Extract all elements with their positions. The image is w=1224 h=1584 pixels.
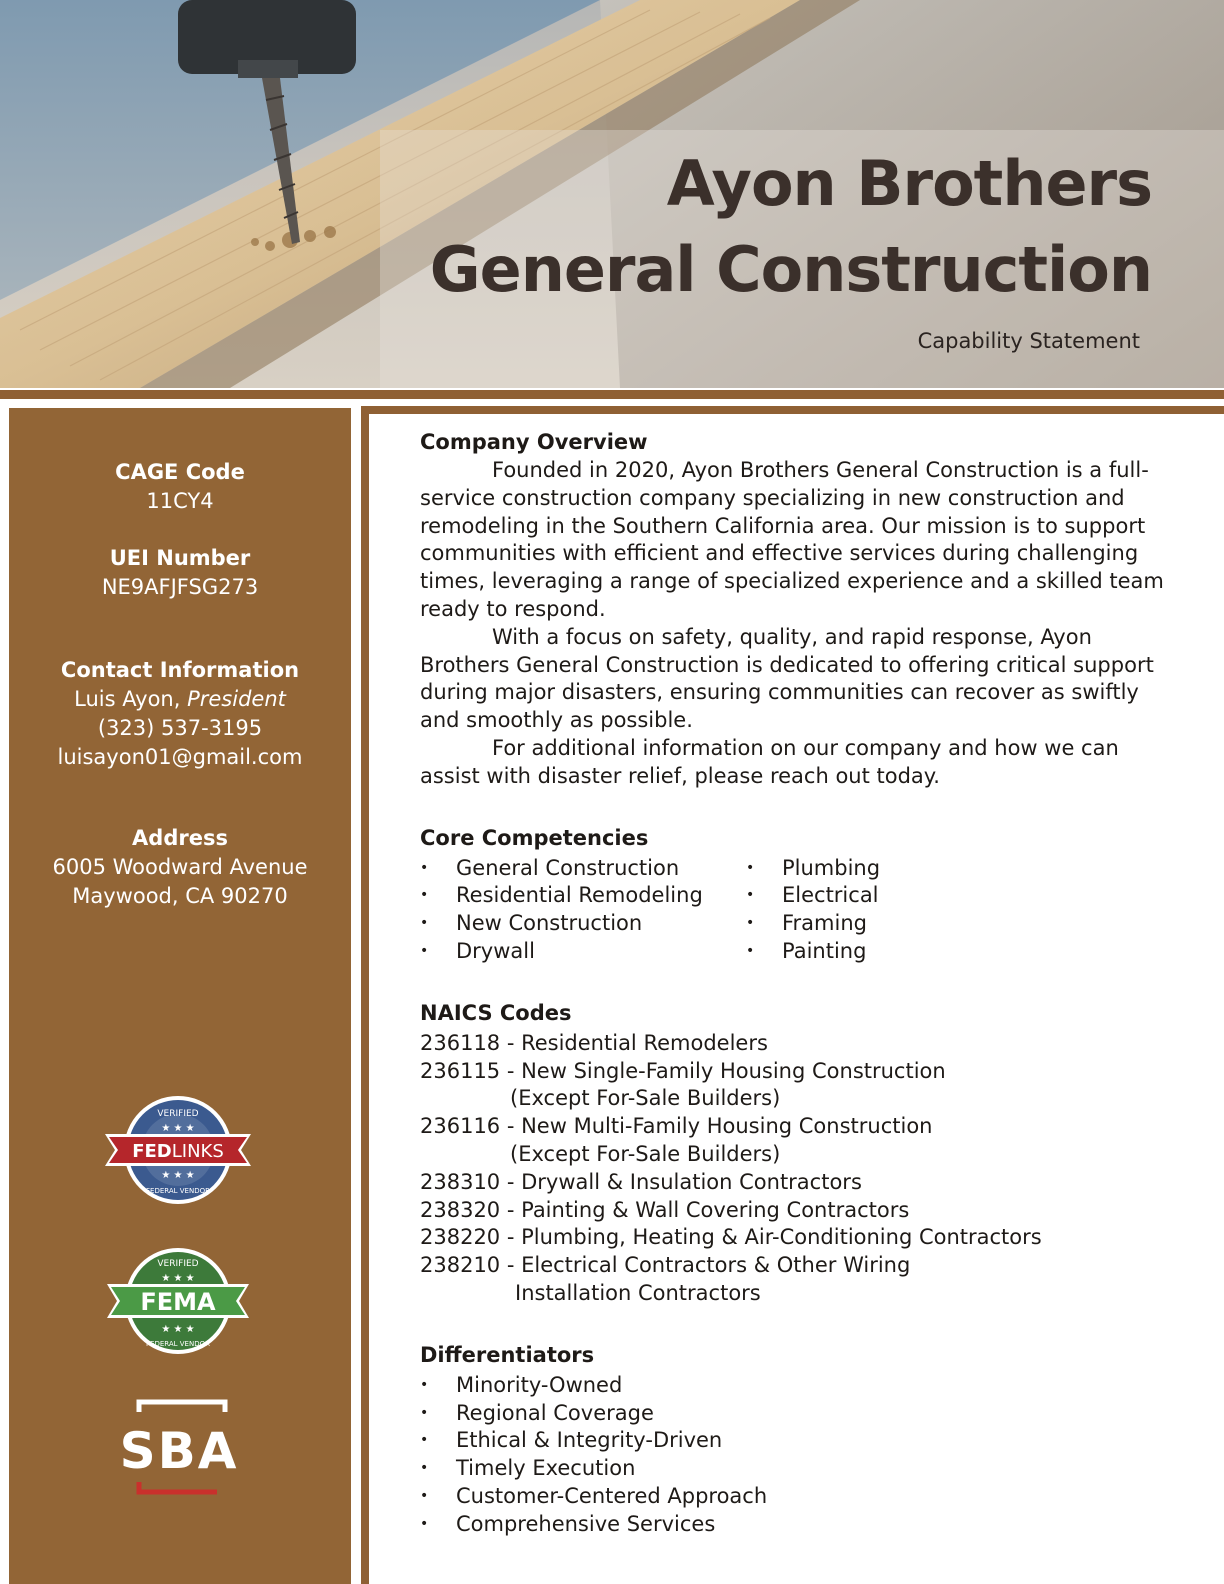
list-item: • Ethical & Integrity-Driven — [420, 1427, 1180, 1455]
main-content — [420, 425, 1180, 1539]
naics-line: 236118 - Residential Remodelers — [420, 1030, 768, 1055]
differentiators-heading: Differentiators — [420, 1342, 595, 1367]
document-subtitle: Capability Statement — [917, 329, 1140, 353]
fedlinks-stars-top-icon: ★ ★ ★ — [161, 1123, 195, 1134]
uei-value: NE9AFJFSG273 — [101, 575, 259, 599]
header-photo — [0, 0, 1224, 388]
list-item: • Minority-Owned — [420, 1372, 1180, 1400]
contact-email[interactable]: luisayon01@gmail.com — [57, 745, 303, 769]
header-rule — [0, 390, 1224, 399]
main-top-rule — [361, 406, 1224, 414]
naics-line: 238320 - Painting & Wall Covering Contractors — [420, 1197, 910, 1222]
address-label: Address — [132, 826, 228, 850]
naics-code-item — [420, 1252, 1180, 1308]
overview-paragraph-1: Founded in 2020, Ayon Brothers General Construction is a full-service construction company specializing in new construction and remodeling in the Southern California area. Our mission is to support communities with efficient and effective services during challenging times, leveraging a range of specialized experience and a skilled team ready to respond. — [420, 458, 1164, 621]
core-competencies-heading: Core Competencies — [420, 825, 649, 850]
naics-code-item — [420, 1197, 1180, 1225]
fedlinks-name-bold: FED — [132, 1141, 172, 1162]
cage-value: 11CY4 — [146, 489, 214, 513]
uei-label: UEI Number — [109, 546, 251, 570]
address-block — [9, 824, 351, 911]
naics-heading: NAICS Codes — [420, 1000, 572, 1025]
competencies-list-1 — [420, 855, 746, 966]
contact-title: President — [187, 687, 286, 711]
contact-name-line — [9, 685, 351, 714]
fedlinks-name-light: LINKS — [171, 1141, 224, 1162]
contact-label: Contact Information — [60, 658, 300, 682]
cage-block — [9, 458, 351, 516]
fema-name: FEMA — [140, 1288, 216, 1316]
fema-bottom-text: FEDERAL VENDOR — [146, 1340, 210, 1348]
sidebar-divider — [355, 408, 359, 1584]
fema-stars-bottom-icon: ★ ★ ★ — [161, 1324, 195, 1335]
cage-label: CAGE Code — [115, 460, 245, 484]
overview-paragraph-3: For additional information on our company and how we can assist with disaster relief, please reach out today. — [420, 735, 1119, 788]
competencies-list-2 — [746, 855, 880, 966]
address-line1: 6005 Woodward Avenue — [52, 855, 308, 879]
naics-line: 236115 - New Single-Family Housing Construction — [420, 1058, 946, 1083]
contact-block — [9, 656, 351, 772]
overview-paragraph-2: With a focus on safety, quality, and rapid response, Ayon Brothers General Construction is dedicated to offering critical support during major disasters, ensuring communities can recover as swiftly and smoothly as possible. — [420, 624, 1154, 733]
differentiators-list — [420, 1372, 1180, 1539]
list-item: • Residential Remodeling — [420, 882, 746, 910]
naics-line: 238210 - Electrical Contractors & Other Wiring — [420, 1253, 911, 1278]
sba-logo-text: SBA — [119, 1422, 239, 1480]
naics-list — [420, 1030, 1180, 1308]
contact-phone[interactable]: (323) 537-3195 — [97, 716, 263, 740]
naics-line-continued: Installation Contractors — [515, 1280, 761, 1305]
fedlinks-bottom-text: FEDERAL VENDOR — [146, 1187, 210, 1195]
list-item: • Regional Coverage — [420, 1400, 1180, 1428]
naics-line: 238310 - Drywall & Insulation Contractors — [420, 1169, 862, 1194]
address-line2: Maywood, CA 90270 — [72, 884, 288, 908]
fedlinks-badge-logo — [103, 1094, 253, 1206]
sba-logo — [117, 1398, 243, 1498]
company-name-line2: General Construction — [429, 233, 1152, 306]
fedlinks-top-text: VERIFIED — [157, 1109, 199, 1119]
list-item: • Painting — [746, 938, 880, 966]
main-left-rule — [361, 408, 369, 1584]
list-item: • Drywall — [420, 938, 746, 966]
company-overview-section — [420, 425, 1180, 791]
company-name-line1: Ayon Brothers — [666, 147, 1152, 220]
naics-code-item — [420, 1058, 1180, 1114]
naics-code-item — [420, 1030, 1180, 1058]
naics-code-item — [420, 1169, 1180, 1197]
list-item: • Electrical — [746, 882, 880, 910]
fema-top-text: VERIFIED — [157, 1259, 199, 1269]
list-item: • Framing — [746, 910, 880, 938]
naics-line-continued: (Except For-Sale Builders) — [510, 1141, 781, 1166]
company-overview-heading: Company Overview — [420, 430, 648, 454]
list-item: • Customer-Centered Approach — [420, 1483, 1180, 1511]
naics-code-item — [420, 1113, 1180, 1169]
list-item: • Timely Execution — [420, 1455, 1180, 1483]
naics-section — [420, 996, 1180, 1308]
list-item: • Comprehensive Services — [420, 1511, 1180, 1539]
naics-code-item — [420, 1224, 1180, 1252]
sidebar — [9, 408, 351, 1584]
differentiators-section — [420, 1338, 1180, 1539]
fema-stars-top-icon: ★ ★ ★ — [161, 1273, 195, 1284]
naics-line: 238220 - Plumbing, Heating & Air-Conditioning Contractors — [420, 1225, 1042, 1250]
naics-line: 236116 - New Multi-Family Housing Construction — [420, 1114, 933, 1139]
fedlinks-stars-bottom-icon: ★ ★ ★ — [161, 1170, 195, 1181]
list-item: • New Construction — [420, 910, 746, 938]
naics-line-continued: (Except For-Sale Builders) — [510, 1086, 781, 1111]
uei-block — [9, 544, 351, 602]
contact-name: Luis Ayon, — [74, 687, 181, 711]
list-item: • General Construction — [420, 855, 746, 883]
list-item: • Plumbing — [746, 855, 880, 883]
core-competencies-section — [420, 821, 1180, 966]
competencies-columns — [420, 855, 1180, 966]
fema-badge-logo — [105, 1246, 251, 1356]
svg-text:FEDLINKS — [132, 1141, 224, 1162]
